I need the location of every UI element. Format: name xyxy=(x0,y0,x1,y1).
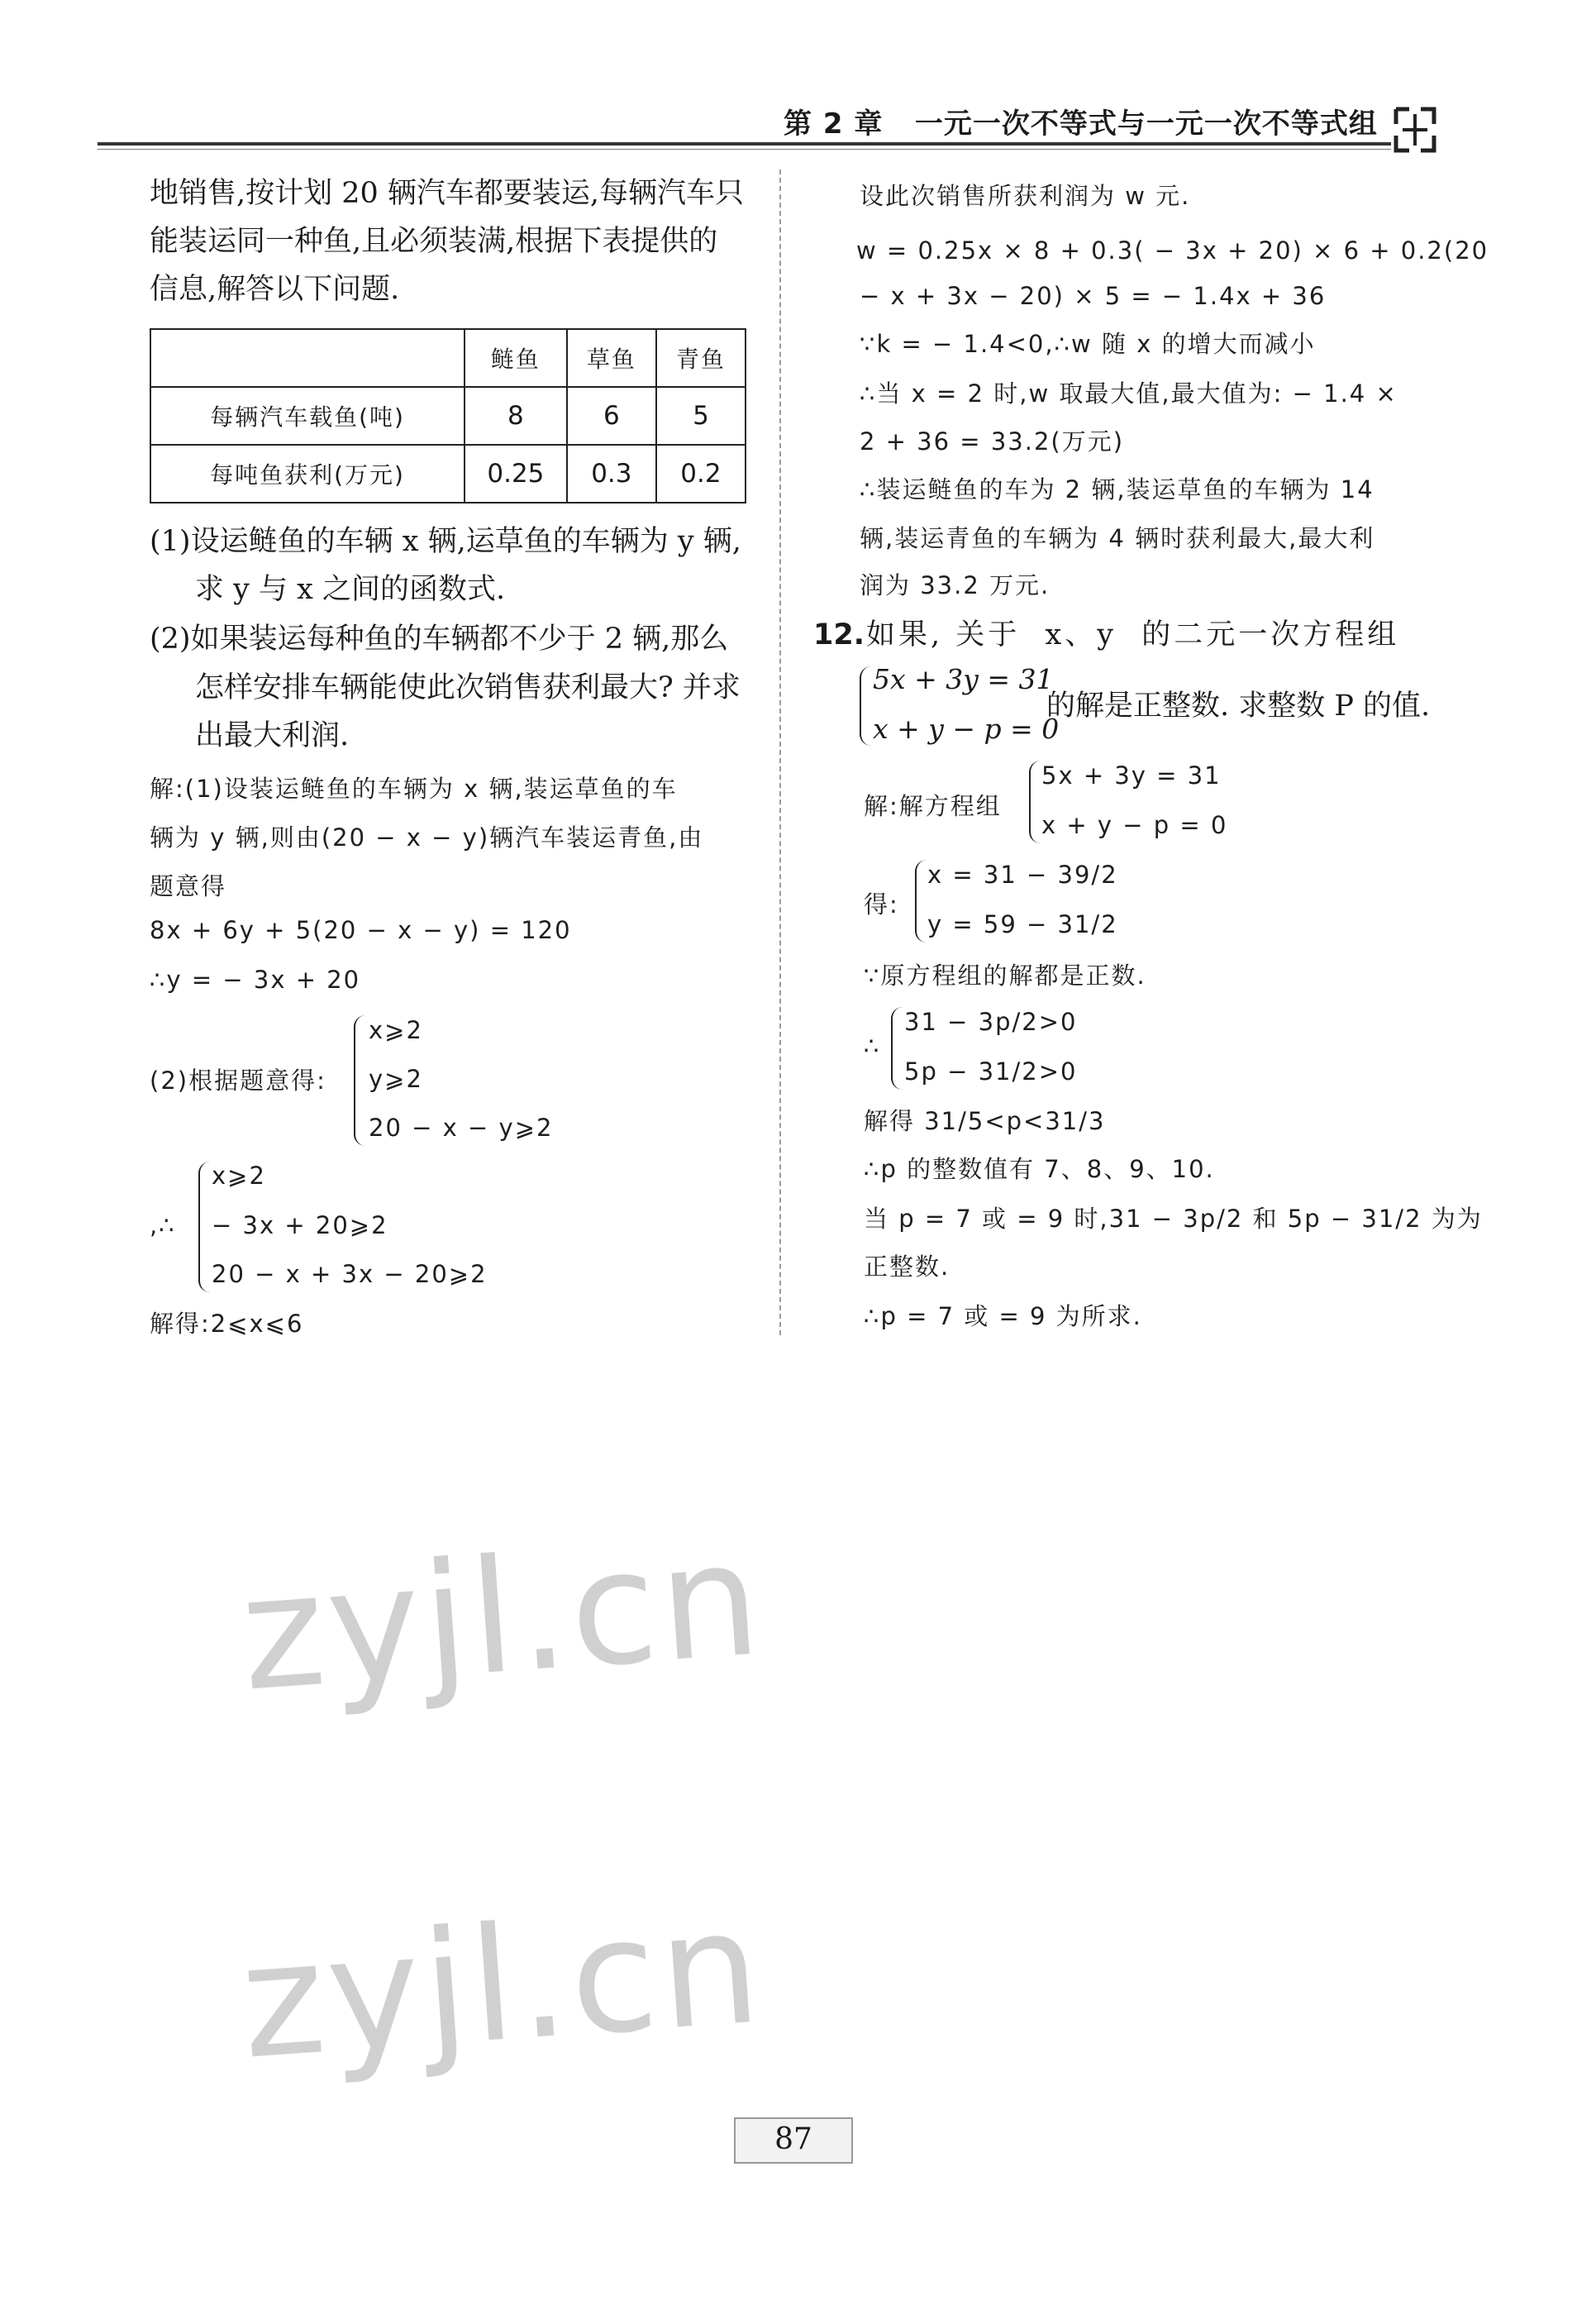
chapter-header-title: 第 2 章 一元一次不等式与一元一次不等式组 xyxy=(784,107,1378,141)
profit-line-3: − x + 3x − 20) × 5 = − 1.4x + 36 xyxy=(860,282,1327,310)
table-cell: 5 xyxy=(656,387,746,445)
question-2-line-2: 怎样安排车辆能使此次销售获利最大? 并求 xyxy=(195,671,741,704)
question-12-sys-row: 5x + 3y = 31 xyxy=(873,663,1054,695)
q12-got-row: x = 31 − 39/2 xyxy=(927,861,1118,889)
equation-line-2: ∴y = − 3x + 20 xyxy=(150,966,361,994)
question-12-number: 12. xyxy=(813,618,865,651)
profit-line-8: 辆,装运青鱼的车辆为 4 辆时获利最大,最大利 xyxy=(860,524,1375,552)
q12-solution-row: x + y − p = 0 xyxy=(1041,811,1228,839)
table-corner-cell xyxy=(150,329,465,387)
q12-solution-brace xyxy=(1029,761,1041,843)
question-12-sys-row: x + y − p = 0 xyxy=(873,713,1060,745)
q12-got-brace xyxy=(915,860,927,943)
row-label-load: 每辆汽车载鱼(吨) xyxy=(150,387,465,445)
system-2-row: 20 − x + 3x − 20⩾2 xyxy=(212,1260,488,1288)
system-2-row: − 3x + 20⩾2 xyxy=(212,1211,388,1239)
table-row xyxy=(150,387,746,445)
table-cell: 0.2 xyxy=(656,445,746,503)
table-cell: 0.3 xyxy=(567,445,656,503)
profit-line-4: ∵k = − 1.4<0,∴w 随 x 的增大而减小 xyxy=(860,330,1316,358)
q12-therefore-label: ∴ xyxy=(864,1032,881,1060)
col-header-silver-carp: 鲢鱼 xyxy=(465,329,567,387)
q12-got-label: 得: xyxy=(864,890,899,919)
system-1-row: x⩾2 xyxy=(369,1016,423,1044)
header-rule xyxy=(98,142,1391,146)
q12-inequality-row: 31 − 3p/2>0 xyxy=(904,1008,1078,1036)
question-12-brace xyxy=(860,666,871,746)
profit-line-2: w = 0.25x × 8 + 0.3( − 3x + 20) × 6 + 0.2(20 xyxy=(856,236,1489,265)
q12-result-line-4: 正整数. xyxy=(864,1253,950,1281)
q12-result-line-1: 解得 31/5<p<31/3 xyxy=(864,1107,1106,1135)
chapter-logo-icon xyxy=(1391,106,1439,154)
equation-line-1: 8x + 6y + 5(20 − x − y) = 120 xyxy=(150,916,572,944)
q12-inequality-row: 5p − 31/2>0 xyxy=(904,1057,1078,1086)
system-1-label: (2)根据题意得: xyxy=(150,1067,326,1095)
question-1-line-1: (1)设运鲢鱼的车辆 x 辆,运草鱼的车辆为 y 辆, xyxy=(150,525,741,558)
system-1-brace xyxy=(354,1015,365,1146)
question-1-line-2: 求 y 与 x 之间的函数式. xyxy=(195,573,506,606)
q12-got-row: y = 59 − 31/2 xyxy=(927,910,1118,938)
fish-data-table xyxy=(150,328,746,504)
solution-line-1: 解:(1)设装运鲢鱼的车辆为 x 辆,装运草鱼的车 xyxy=(150,775,678,803)
system-1-row: 20 − x − y⩾2 xyxy=(369,1114,554,1142)
table-cell: 0.25 xyxy=(465,445,567,503)
solution-line-3: 题意得 xyxy=(150,872,227,900)
q12-inequality-brace xyxy=(891,1007,903,1090)
col-header-black-carp: 青鱼 xyxy=(656,329,746,387)
profit-line-9: 润为 33.2 万元. xyxy=(860,571,1051,599)
header-rule-thin xyxy=(98,149,1391,150)
page-number: 87 xyxy=(734,2117,853,2164)
q12-because-line: ∵原方程组的解都是正数. xyxy=(864,962,1146,990)
profit-line-5: ∴当 x = 2 时,w 取最大值,最大值为: − 1.4 × xyxy=(860,379,1398,408)
table-header-row xyxy=(150,329,746,387)
question-12-line-1: 如果, 关于 x、y 的二元一次方程组 xyxy=(866,618,1400,651)
q12-solution-row: 5x + 3y = 31 xyxy=(1041,761,1222,790)
table-cell: 8 xyxy=(465,387,567,445)
solution-final: 解得:2⩽x⩽6 xyxy=(150,1310,304,1338)
intro-line-1: 地销售,按计划 20 辆汽车都要装运,每辆汽车只 xyxy=(150,177,745,210)
table-row xyxy=(150,445,746,503)
intro-line-2: 能装运同一种鱼,且必须装满,根据下表提供的 xyxy=(150,225,718,258)
system-2-row: x⩾2 xyxy=(212,1162,266,1190)
intro-line-3: 信息,解答以下问题. xyxy=(150,273,400,306)
q12-result-line-3: 当 p = 7 或 = 9 时,31 − 3p/2 和 5p − 31/2 为为 xyxy=(864,1205,1483,1233)
question-2-line-1: (2)如果装运每种鱼的车辆都不少于 2 辆,那么 xyxy=(150,623,729,656)
table-cell: 6 xyxy=(567,387,656,445)
system-1-row: y⩾2 xyxy=(369,1065,423,1093)
watermark: zyjl.cn xyxy=(236,1875,769,2094)
row-label-profit: 每吨鱼获利(万元) xyxy=(150,445,465,503)
q12-result-line-2: ∴p 的整数值有 7、8、9、10. xyxy=(864,1155,1215,1183)
question-12-tail: 的解是正整数. 求整数 P 的值. xyxy=(1046,690,1431,723)
profit-line-1: 设此次销售所获利润为 w 元. xyxy=(860,182,1191,210)
solution-line-2: 辆为 y 辆,则由(20 − x − y)辆汽车装运青鱼,由 xyxy=(150,823,704,852)
column-divider xyxy=(779,169,781,1335)
col-header-grass-carp: 草鱼 xyxy=(567,329,656,387)
q12-solution-label: 解:解方程组 xyxy=(864,792,1002,820)
watermark: zyjl.cn xyxy=(236,1507,769,1726)
profit-line-7: ∴装运鲢鱼的车为 2 辆,装运草鱼的车辆为 14 xyxy=(860,475,1374,504)
question-2-line-3: 出最大利润. xyxy=(195,719,350,752)
q12-result-line-5: ∴p = 7 或 = 9 为所求. xyxy=(864,1302,1142,1330)
system-2-brace xyxy=(198,1162,210,1292)
profit-line-6: 2 + 36 = 33.2(万元) xyxy=(860,427,1125,456)
system-2-label: ,∴ xyxy=(150,1211,176,1239)
